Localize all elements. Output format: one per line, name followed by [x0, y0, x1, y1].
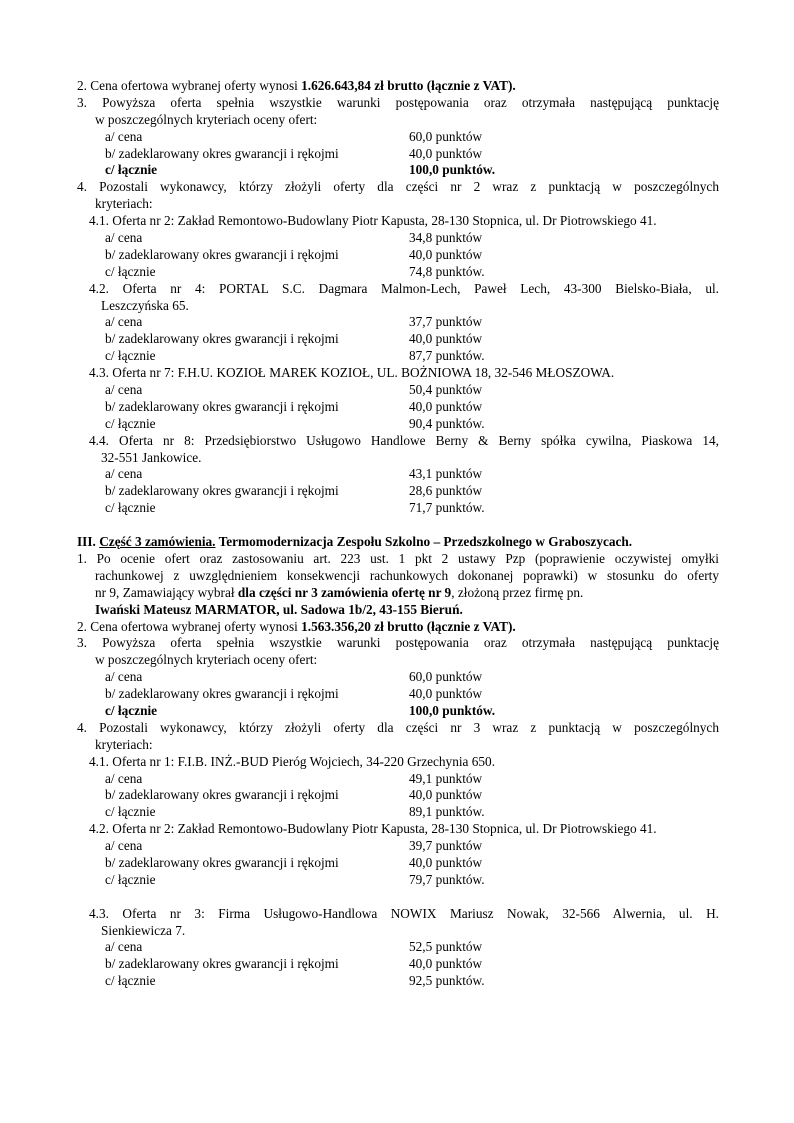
part3-offer-4-1	[77, 754, 719, 822]
part2-offer-4-4	[77, 433, 719, 517]
part3-winner-name: Iwański Mateusz MARMATOR, ul. Sadowa 1b/2, 43-155 Bieruń.	[95, 601, 463, 617]
score-row	[77, 348, 719, 365]
score-row	[77, 264, 719, 281]
score-label: b/ zadeklarowany okres gwarancji i rękojmi	[105, 398, 339, 414]
score-value: 43,1 punktów	[409, 466, 483, 482]
score-label: c/ łącznie	[105, 702, 158, 718]
score-value: 40,0 punktów	[409, 787, 483, 803]
part3-winner-scores	[77, 669, 719, 720]
score-value: 40,0 punktów	[409, 145, 483, 161]
offer-title-cont: Sienkiewicza 7.	[101, 922, 186, 938]
section-spacer	[77, 517, 719, 534]
score-label: a/ cena	[105, 669, 143, 685]
score-label: b/ zadeklarowany okres gwarancji i rękojmi	[105, 483, 339, 499]
score-label: a/ cena	[105, 230, 143, 246]
score-label: a/ cena	[105, 466, 143, 482]
score-row	[77, 314, 719, 331]
score-label: b/ zadeklarowany okres gwarancji i rękojmi	[105, 246, 339, 262]
part3-price-line	[77, 619, 719, 636]
score-row	[77, 771, 719, 788]
part3-price-label: 2. Cena ofertowa wybranej oferty wynosi	[77, 618, 302, 634]
part2-price-value: 1.626.643,84 zł brutto (łącznie z VAT).	[301, 78, 516, 93]
part3-p4-line2: kryteriach:	[95, 736, 153, 752]
score-row	[77, 416, 719, 433]
offer-title: 4.4. Oferta nr 8: Przedsiębiorstwo Usługowo Handlowe Berny & Berny spółka cywilna, Piaskowa 14,	[89, 432, 719, 448]
part2-price-line	[77, 78, 719, 95]
part3-offer-4-3	[77, 906, 719, 990]
part2-offer-4-2	[77, 281, 719, 365]
part2-p3-line1: 3. Powyższa oferta spełnia wszystkie warunki postępowania oraz otrzymała następującą punktację	[77, 94, 719, 110]
score-value: 40,0 punktów	[409, 246, 483, 262]
part2-p4-line1: 4. Pozostali wykonawcy, którzy złożyli oferty dla części nr 2 wraz z punktacją w poszczególnych	[77, 179, 719, 195]
heading-title: Termomodernizacja Zespołu Szkolno – Przedszkolnego w Graboszycach.	[215, 534, 633, 550]
score-value: 60,0 punktów	[409, 669, 483, 685]
score-value: 92,5 punktów.	[409, 973, 485, 989]
part3-p1-line1: 1. Po ocenie ofert oraz zastosowaniu art. 223 ust. 1 pkt 2 ustawy Pzp (poprawienie oczywistej omyłki	[77, 550, 719, 566]
part2-offer-4-3	[77, 365, 719, 433]
score-row	[77, 230, 719, 247]
score-row	[77, 466, 719, 483]
score-value: 28,6 punktów	[409, 483, 483, 499]
score-label: c/ łącznie	[105, 500, 156, 516]
score-value: 50,4 punktów	[409, 382, 483, 398]
offer-title: 4.1. Oferta nr 2: Zakład Remontowo-Budowlany Piotr Kapusta, 28-130 Stopnica, ul. Dr Piotrowskiego 41.	[89, 213, 657, 229]
heading-number: III.	[77, 534, 100, 550]
score-value: 100,0 punktów.	[409, 702, 496, 718]
score-value: 87,7 punktów.	[409, 348, 485, 364]
offer-title: 4.3. Oferta nr 7: F.H.U. KOZIOŁ MAREK KOZIOŁ, UL. BOŻNIOWA 18, 32-546 MŁOSZOWA.	[89, 365, 615, 381]
part2-p4-line2: kryteriach:	[95, 196, 153, 212]
score-value: 52,5 punktów	[409, 939, 483, 955]
score-label: c/ łącznie	[105, 415, 156, 431]
score-label: b/ zadeklarowany okres gwarancji i rękojmi	[105, 787, 339, 803]
score-row	[77, 939, 719, 956]
score-row	[77, 956, 719, 973]
offer-title: 4.3. Oferta nr 3: Firma Usługowo-Handlowa NOWIX Mariusz Nowak, 32-566 Alwernia, ul. H.	[89, 905, 719, 921]
score-label: b/ zadeklarowany okres gwarancji i rękojmi	[105, 331, 339, 347]
part2-p3-line2: w poszczególnych kryteriach oceny ofert:	[95, 111, 318, 127]
part3-p4-line1: 4. Pozostali wykonawcy, którzy złożyli oferty dla części nr 3 wraz z punktacją w poszczególnych	[77, 719, 719, 735]
score-row	[77, 838, 719, 855]
score-value: 34,8 punktów	[409, 230, 483, 246]
score-value: 89,1 punktów.	[409, 804, 485, 820]
score-value: 49,1 punktów	[409, 770, 483, 786]
score-value: 40,0 punktów	[409, 956, 483, 972]
part3-heading	[77, 534, 719, 551]
score-label: c/ łącznie	[105, 348, 156, 364]
score-row	[77, 399, 719, 416]
part2-price-label: 2. Cena ofertowa wybranej oferty wynosi	[77, 78, 302, 93]
part2-offer-4-1	[77, 213, 719, 281]
score-row	[77, 686, 719, 703]
score-value: 74,8 punktów.	[409, 263, 485, 279]
p1-bold: dla części nr 3 zamówienia ofertę nr 9	[237, 584, 452, 600]
score-label: a/ cena	[105, 838, 143, 854]
score-value: 79,7 punktów.	[409, 871, 485, 887]
score-label: b/ zadeklarowany okres gwarancji i rękojmi	[105, 145, 339, 161]
score-value: 39,7 punktów	[409, 838, 483, 854]
offer-title: 4.2. Oferta nr 4: PORTAL S.C. Dagmara Malmon-Lech, Paweł Lech, 43-300 Bielsko-Biała, ul.	[89, 280, 719, 296]
score-label: a/ cena	[105, 939, 143, 955]
part3-p3-line2: w poszczególnych kryteriach oceny ofert:	[95, 652, 318, 668]
score-row	[77, 804, 719, 821]
part2-winner-scores	[77, 129, 719, 180]
score-label: c/ łącznie	[105, 973, 156, 989]
score-value: 40,0 punktów	[409, 398, 483, 414]
score-row	[77, 500, 719, 517]
score-row	[77, 872, 719, 889]
p1-text: nr 9, Zamawiający wybrał	[95, 584, 238, 600]
score-value: 71,7 punktów.	[409, 500, 485, 516]
score-label: c/ łącznie	[105, 804, 156, 820]
score-value: 37,7 punktów	[409, 314, 483, 330]
score-label: c/ łącznie	[105, 162, 158, 178]
score-label: a/ cena	[105, 382, 143, 398]
score-row	[77, 331, 719, 348]
offer-title-cont: Leszczyńska 65.	[101, 297, 189, 313]
offer-title: 4.1. Oferta nr 1: F.I.B. INŻ.-BUD Pieróg Wojciech, 34-220 Grzechynia 650.	[89, 753, 496, 769]
score-label: c/ łącznie	[105, 871, 156, 887]
score-row	[77, 382, 719, 399]
score-label: b/ zadeklarowany okres gwarancji i rękojmi	[105, 956, 339, 972]
score-row	[77, 787, 719, 804]
part3-p3-line1: 3. Powyższa oferta spełnia wszystkie warunki postępowania oraz otrzymała następującą punktację	[77, 635, 719, 651]
score-row	[77, 129, 719, 146]
score-label: a/ cena	[105, 314, 143, 330]
document-body	[77, 78, 719, 990]
score-value: 100,0 punktów.	[409, 162, 496, 178]
part3-p1-line3	[77, 585, 719, 602]
part3-price-value: 1.563.356,20 zł brutto (łącznie z VAT).	[301, 618, 516, 634]
p1-text-end: , złożoną przez firmę pn.	[451, 584, 584, 600]
score-row-total	[77, 162, 719, 179]
part3-p1-line2: rachunkowej z uwzględnieniem konsekwencji rachunkowych dokonanej poprawki) w stosunku do oferty	[95, 567, 719, 583]
score-row	[77, 973, 719, 990]
score-value: 90,4 punktów.	[409, 415, 485, 431]
paragraph-spacer	[77, 889, 719, 906]
score-label: b/ zadeklarowany okres gwarancji i rękojmi	[105, 854, 339, 870]
score-label: a/ cena	[105, 770, 143, 786]
score-value: 40,0 punktów	[409, 854, 483, 870]
score-label: a/ cena	[105, 128, 143, 144]
score-label: b/ zadeklarowany okres gwarancji i rękojmi	[105, 686, 339, 702]
score-row	[77, 855, 719, 872]
score-row	[77, 146, 719, 163]
score-row	[77, 669, 719, 686]
score-value: 60,0 punktów	[409, 128, 483, 144]
score-row-total	[77, 703, 719, 720]
offer-title-cont: 32-551 Jankowice.	[101, 449, 202, 465]
score-value: 40,0 punktów	[409, 331, 483, 347]
score-row	[77, 483, 719, 500]
score-label: c/ łącznie	[105, 263, 156, 279]
part3-offer-4-2	[77, 821, 719, 889]
score-value: 40,0 punktów	[409, 686, 483, 702]
score-row	[77, 247, 719, 264]
offer-title: 4.2. Oferta nr 2: Zakład Remontowo-Budowlany Piotr Kapusta, 28-130 Stopnica, ul. Dr Piotrowskiego 41.	[89, 821, 657, 837]
heading-part-label: Część 3 zamówienia.	[99, 534, 216, 550]
